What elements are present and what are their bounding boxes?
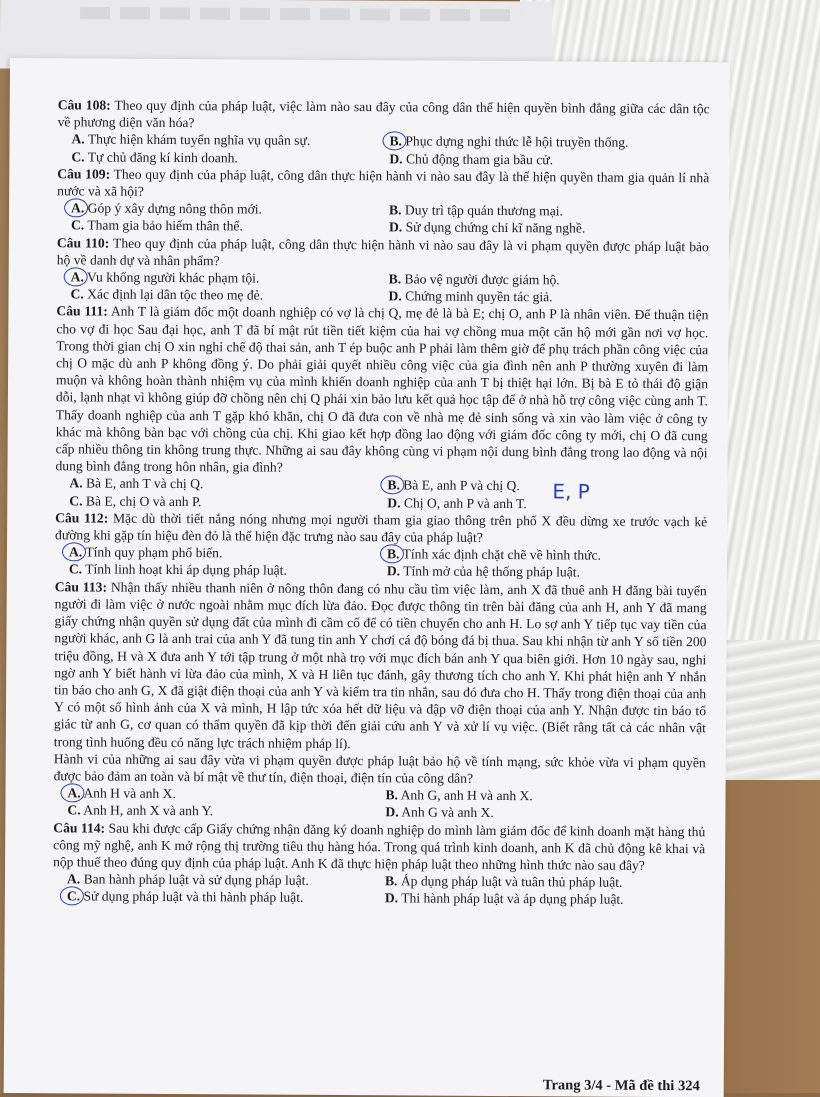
option-114-a[interactable]: A. Ban hành pháp luật và sử dụng pháp luật. <box>66 871 309 888</box>
option-109-a[interactable]: A. Góp ý xây dựng nông thôn mới. <box>57 200 375 219</box>
question-113: Câu 113: Nhận thấy nhiều thanh niên ở nông thôn đang có nhu cầu tìm việc làm, anh X đã thuê anh H đăng bài tuyển người đi làm việc ở nước ngoài nhằm mục đích lừa đảo. Đọc được thông tin trên bài đăng của anh H, anh Y đã mang giấy chứng nhận quyền sử dụng đất của mình đi cầm cố để có tiền chuyển cho anh H. Lo sợ anh Y tiếp tục vay tiền của người khác, anh G là anh trai của anh Y đã tung tin anh Y chơi cá độ bóng đá bị thua. Sau khi nhận từ anh Y số tiền 200 triệu đồng, H và X đưa anh Y tới tập trung ở một nhà trọ với mục đích bán anh Y qua biên giới. Hơn 10 ngày sau, nghi ngờ anh Y biết hành vi lừa đảo của mình, X và H liên tục đánh, gây thương tích cho anh Y. Khi phát hiện anh Y nhắn tin báo cho anh G, X đã giật điện thoại của anh Y và kiểm tra tin nhắn, sau đó đưa cho H. Thấy trong điện thoại của anh Y có một số hình ảnh của X và mình, H lập tức xóa hết dữ liệu và đập vỡ điện thoại của anh Y. Nhận được tin báo tố giác từ anh G, cơ quan có thẩm quyền đã kịp thời đến giải cứu anh Y và xử lí vụ việc. (Biết rằng tất cả các nhân vật trong tình huống đều có năng lực trách nhiệm pháp lí). <box>53 578 707 751</box>
question-114: Câu 114: Sau khi được cấp Giấy chứng nhận đăng ký doanh nghiệp do mình làm giám đốc để kinh doanh mặt hàng thủ công mỹ nghệ, anh K mở rộng thị trường tiêu thụ hàng hóa. Trong quá trình kinh doanh, anh K đã chủ động kê khai và nộp thuế theo đúng quy định của pháp luật. Anh K đã thực hiện pháp luật theo những hình thức nào sau đây? <box>53 819 706 873</box>
question-109: Câu 109: Theo quy định của pháp luật, công dân thực hiện hành vi nào sau đây là thể hiện quyền tham gia quản lí nhà nước và xã hội? <box>57 166 710 199</box>
options-109 <box>57 200 709 238</box>
question-110: Câu 110: Theo quy định của pháp luật, công dân thực hiện hành vi nào sau đây là vi phạm quyền được pháp luật bảo hộ về danh dự và nhân phẩm? <box>56 234 709 269</box>
option-108-a[interactable]: A. Thực hiện khám tuyển nghĩa vụ quân sự. <box>71 131 311 149</box>
option-114-b[interactable]: B. Áp dụng pháp luật và tuân thủ pháp luật. <box>384 873 623 890</box>
option-112-d[interactable]: D. Tính mở của hệ thống pháp luật. <box>386 563 580 580</box>
option-110-c[interactable]: C. Xác định lại dân tộc theo mẹ đẻ. <box>70 286 264 303</box>
handwritten-note: E, P <box>552 479 590 504</box>
option-110-a[interactable]: A. Vu khống người khác phạm tội. <box>57 268 375 287</box>
option-113-a[interactable]: A. Anh H và anh X. <box>53 784 371 803</box>
question-111: Câu 111: Anh T là giám đốc một doanh nghiệp có vợ là chị Q, mẹ đẻ là bà E; chị O, anh P là nhân viên. Để thuận tiện cho vợ đi học Sau đại học, anh T đã bí mật rút tiền tiết kiệm của hai vợ chồng mua một căn hộ mới gần nơi vợ học. Trong thời gian chị O xin nghỉ chế độ thai sản, anh T ép buộc anh P phải làm thêm giờ để phụ trách phần công việc của chị O mặc dù anh P không đồng ý. Do phải giải quyết nhiều công việc của gia đình nên anh P thường xuyên đi làm muộn và không hoàn thành nhiệm vụ của mình khiến doanh nghiệp của anh T bị thiệt hại lớn. Bị bà E tỏ thái độ giận dỗi, lạnh nhạt vì không giúp đỡ chồng nên chị Q phải xin bảo lưu kết quả học tập để ở nhà hỗ trợ công việc cùng anh T. Thấy doanh nghiệp của anh T gặp khó khăn, chị O đã đưa con về nhà mẹ đẻ sinh sống và xin vào làm việc ở công ty khác mà không bàn bạc với chồng của chị. Khi giao kết hợp đồng lao động với giám đốc công ty mới, chị O đã cung cấp nhiều thông tin không trung thực. Những ai sau đây không cùng vi phạm nội dung bình đẳng trong lao động và nội dung bình đẳng trong hôn nhân, gia đình? <box>55 303 709 475</box>
option-109-d[interactable]: D. Sử dụng chứng chỉ kĩ năng nghề. <box>388 219 586 236</box>
option-109-c[interactable]: C. Tham gia bảo hiểm thân thể. <box>70 217 243 234</box>
options-113 <box>53 784 705 822</box>
option-111-b[interactable]: B. Bà E, anh P và chị Q. <box>373 477 707 496</box>
option-108-b[interactable]: B. Phục dựng nghi thức lễ hội truyền thống. <box>375 133 709 152</box>
question-113-prompt: Hành vi của những ai sau đây vừa vi phạm quyền được pháp luật bảo hộ về tính mạng, sức khỏe vừa vi phạm quyền được bảo đảm an toàn và bí mật về thư tín, điện thoại, điện tín của công dân? <box>53 750 706 786</box>
option-112-b[interactable]: B. Tính xác định chặt chẽ về hình thức. <box>373 546 707 565</box>
option-109-b[interactable]: B. Duy trì tập quán thương mại. <box>389 202 564 219</box>
option-113-b[interactable]: B. Anh G, anh H và anh X. <box>385 787 533 804</box>
option-108-c[interactable]: C. Tự chủ đăng kí kinh doanh. <box>71 148 238 166</box>
option-112-c[interactable]: C. Tính linh hoạt khi áp dụng pháp luật. <box>68 561 287 579</box>
option-108-d[interactable]: D. Chủ động tham gia bầu cử. <box>389 150 554 167</box>
option-114-c[interactable]: C. Sử dụng pháp luật và thi hành pháp luật. <box>53 888 371 907</box>
exam-page <box>4 58 730 1097</box>
option-111-a[interactable]: A. Bà E, anh T và chị Q. <box>69 475 204 492</box>
option-112-a[interactable]: A. Tính quy phạm phổ biến. <box>55 544 373 563</box>
options-108 <box>57 131 709 169</box>
options-114 <box>53 870 705 908</box>
options-110 <box>57 268 709 306</box>
option-113-c[interactable]: C. Anh H, anh X và anh Y. <box>67 802 214 819</box>
question-112: Câu 112: Mặc dù thời tiết nắng nóng nhưng mọi người tham gia giao thông trên phố X đều dừng xe trước vạch kẻ đường khi gặp tín hiệu đèn đỏ là thể hiện đặc trưng nào sau đây của pháp luật? <box>55 510 708 545</box>
question-108: Câu 108: Theo quy định của pháp luật, việc làm nào sau đây của công dân thể hiện quyền bình đẳng giữa các dân tộc về phương diện văn hóa? <box>57 97 710 131</box>
options-112 <box>55 544 707 582</box>
option-110-d[interactable]: D. Chứng minh quyền tác giả. <box>388 288 553 305</box>
options-111 <box>55 475 707 513</box>
option-111-c[interactable]: C. Bà E, chị O và anh P. <box>69 493 202 509</box>
page-footer: Trang 3/4 - Mã đề thi 324 <box>542 1077 700 1095</box>
back-page-text <box>80 7 520 21</box>
option-111-d[interactable]: D. Chị O, anh P và anh T. <box>387 494 527 511</box>
option-114-d[interactable]: D. Thi hành pháp luật và áp dụng pháp luật. <box>384 890 624 908</box>
exam-content <box>53 96 710 909</box>
option-113-d[interactable]: D. Anh G và anh X. <box>385 804 494 821</box>
option-110-b[interactable]: B. Bảo vệ người được giám hộ. <box>388 271 560 288</box>
